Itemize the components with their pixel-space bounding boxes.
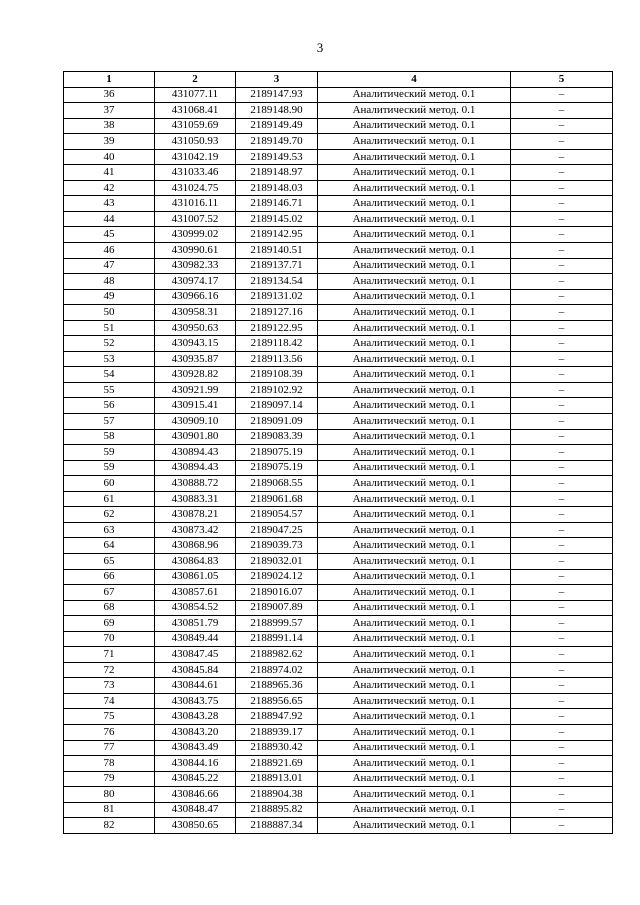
method-cell: Аналитический метод. 0.1: [318, 367, 511, 383]
table-row: [64, 289, 613, 305]
x-coordinate-cell: 430848.47: [155, 802, 236, 818]
y-coordinate-cell: 2189127.16: [236, 305, 318, 321]
point-number-cell: 47: [64, 258, 155, 274]
x-coordinate-cell: 430999.02: [155, 227, 236, 243]
note-cell: –: [511, 351, 613, 367]
header-cell-4: 4: [318, 72, 511, 88]
point-number-cell: 82: [64, 818, 155, 834]
table-row: [64, 429, 613, 445]
note-cell: –: [511, 616, 613, 632]
x-coordinate-cell: 430915.41: [155, 398, 236, 414]
method-cell: Аналитический метод. 0.1: [318, 243, 511, 259]
y-coordinate-cell: 2189024.12: [236, 569, 318, 585]
x-coordinate-cell: 431042.19: [155, 149, 236, 165]
point-number-cell: 39: [64, 134, 155, 150]
method-cell: Аналитический метод. 0.1: [318, 460, 511, 476]
note-cell: –: [511, 134, 613, 150]
method-cell: Аналитический метод. 0.1: [318, 507, 511, 523]
y-coordinate-cell: 2189032.01: [236, 553, 318, 569]
method-cell: Аналитический метод. 0.1: [318, 756, 511, 772]
note-cell: –: [511, 709, 613, 725]
note-cell: –: [511, 165, 613, 181]
point-number-cell: 65: [64, 553, 155, 569]
y-coordinate-cell: 2189075.19: [236, 460, 318, 476]
x-coordinate-cell: 430935.87: [155, 351, 236, 367]
y-coordinate-cell: 2188913.01: [236, 771, 318, 787]
method-cell: Аналитический метод. 0.1: [318, 382, 511, 398]
y-coordinate-cell: 2189091.09: [236, 414, 318, 430]
x-coordinate-cell: 430847.45: [155, 647, 236, 663]
note-cell: –: [511, 336, 613, 352]
table-row: [64, 382, 613, 398]
table-row: [64, 476, 613, 492]
method-cell: Аналитический метод. 0.1: [318, 600, 511, 616]
table-row: [64, 600, 613, 616]
y-coordinate-cell: 2188982.62: [236, 647, 318, 663]
x-coordinate-cell: 430928.82: [155, 367, 236, 383]
x-coordinate-cell: 430861.05: [155, 569, 236, 585]
x-coordinate-cell: 430845.84: [155, 662, 236, 678]
y-coordinate-cell: 2189068.55: [236, 476, 318, 492]
x-coordinate-cell: 430958.31: [155, 305, 236, 321]
x-coordinate-cell: 430894.43: [155, 445, 236, 461]
y-coordinate-cell: 2189061.68: [236, 491, 318, 507]
note-cell: –: [511, 553, 613, 569]
point-number-cell: 71: [64, 647, 155, 663]
x-coordinate-cell: 431007.52: [155, 211, 236, 227]
x-coordinate-cell: 430843.20: [155, 724, 236, 740]
point-number-cell: 67: [64, 585, 155, 601]
note-cell: –: [511, 460, 613, 476]
note-cell: –: [511, 289, 613, 305]
x-coordinate-cell: 431068.41: [155, 103, 236, 119]
y-coordinate-cell: 2189102.92: [236, 382, 318, 398]
y-coordinate-cell: 2188999.57: [236, 616, 318, 632]
point-number-cell: 45: [64, 227, 155, 243]
x-coordinate-cell: 430844.16: [155, 756, 236, 772]
note-cell: –: [511, 243, 613, 259]
method-cell: Аналитический метод. 0.1: [318, 258, 511, 274]
point-number-cell: 77: [64, 740, 155, 756]
point-number-cell: 62: [64, 507, 155, 523]
x-coordinate-cell: 430849.44: [155, 631, 236, 647]
note-cell: –: [511, 631, 613, 647]
method-cell: Аналитический метод. 0.1: [318, 724, 511, 740]
note-cell: –: [511, 305, 613, 321]
table-row: [64, 693, 613, 709]
note-cell: –: [511, 507, 613, 523]
point-number-cell: 63: [64, 522, 155, 538]
note-cell: –: [511, 600, 613, 616]
x-coordinate-cell: 430966.16: [155, 289, 236, 305]
note-cell: –: [511, 258, 613, 274]
note-cell: –: [511, 320, 613, 336]
y-coordinate-cell: 2189148.90: [236, 103, 318, 119]
method-cell: Аналитический метод. 0.1: [318, 771, 511, 787]
x-coordinate-cell: 430854.52: [155, 600, 236, 616]
table-row: [64, 616, 613, 632]
point-number-cell: 74: [64, 693, 155, 709]
note-cell: –: [511, 149, 613, 165]
method-cell: Аналитический метод. 0.1: [318, 351, 511, 367]
x-coordinate-cell: 430909.10: [155, 414, 236, 430]
x-coordinate-cell: 430894.43: [155, 460, 236, 476]
x-coordinate-cell: 430888.72: [155, 476, 236, 492]
point-number-cell: 57: [64, 414, 155, 430]
method-cell: Аналитический метод. 0.1: [318, 118, 511, 134]
table-row: [64, 398, 613, 414]
note-cell: –: [511, 818, 613, 834]
note-cell: –: [511, 647, 613, 663]
note-cell: –: [511, 693, 613, 709]
method-cell: Аналитический метод. 0.1: [318, 274, 511, 290]
point-number-cell: 49: [64, 289, 155, 305]
note-cell: –: [511, 787, 613, 803]
method-cell: Аналитический метод. 0.1: [318, 227, 511, 243]
note-cell: –: [511, 118, 613, 134]
note-cell: –: [511, 414, 613, 430]
y-coordinate-cell: 2189047.25: [236, 522, 318, 538]
point-number-cell: 69: [64, 616, 155, 632]
table-row: [64, 196, 613, 212]
point-number-cell: 80: [64, 787, 155, 803]
x-coordinate-cell: 430846.66: [155, 787, 236, 803]
method-cell: Аналитический метод. 0.1: [318, 569, 511, 585]
table-row: [64, 165, 613, 181]
method-cell: Аналитический метод. 0.1: [318, 87, 511, 103]
point-number-cell: 78: [64, 756, 155, 772]
note-cell: –: [511, 87, 613, 103]
y-coordinate-cell: 2189142.95: [236, 227, 318, 243]
point-number-cell: 59: [64, 445, 155, 461]
x-coordinate-cell: 430845.22: [155, 771, 236, 787]
note-cell: –: [511, 367, 613, 383]
point-number-cell: 42: [64, 180, 155, 196]
y-coordinate-cell: 2189097.14: [236, 398, 318, 414]
note-cell: –: [511, 802, 613, 818]
header-cell-3: 3: [236, 72, 318, 88]
note-cell: –: [511, 196, 613, 212]
table-row: [64, 258, 613, 274]
x-coordinate-cell: 430990.61: [155, 243, 236, 259]
point-number-cell: 54: [64, 367, 155, 383]
x-coordinate-cell: 430974.17: [155, 274, 236, 290]
note-cell: –: [511, 382, 613, 398]
method-cell: Аналитический метод. 0.1: [318, 631, 511, 647]
point-number-cell: 73: [64, 678, 155, 694]
point-number-cell: 48: [64, 274, 155, 290]
x-coordinate-cell: 430901.80: [155, 429, 236, 445]
point-number-cell: 79: [64, 771, 155, 787]
table-row: [64, 756, 613, 772]
y-coordinate-cell: 2189149.70: [236, 134, 318, 150]
table-body: [64, 87, 613, 833]
note-cell: –: [511, 429, 613, 445]
y-coordinate-cell: 2189137.71: [236, 258, 318, 274]
point-number-cell: 56: [64, 398, 155, 414]
y-coordinate-cell: 2188974.02: [236, 662, 318, 678]
point-number-cell: 72: [64, 662, 155, 678]
point-number-cell: 60: [64, 476, 155, 492]
table-row: [64, 211, 613, 227]
y-coordinate-cell: 2189140.51: [236, 243, 318, 259]
table-row: [64, 491, 613, 507]
y-coordinate-cell: 2189075.19: [236, 445, 318, 461]
method-cell: Аналитический метод. 0.1: [318, 740, 511, 756]
header-cell-1: 1: [64, 72, 155, 88]
note-cell: –: [511, 227, 613, 243]
note-cell: –: [511, 756, 613, 772]
table-row: [64, 320, 613, 336]
table-row: [64, 585, 613, 601]
method-cell: Аналитический метод. 0.1: [318, 445, 511, 461]
y-coordinate-cell: 2189039.73: [236, 538, 318, 554]
method-cell: Аналитический метод. 0.1: [318, 491, 511, 507]
x-coordinate-cell: 430843.28: [155, 709, 236, 725]
point-number-cell: 66: [64, 569, 155, 585]
point-number-cell: 43: [64, 196, 155, 212]
note-cell: –: [511, 662, 613, 678]
x-coordinate-cell: 430864.83: [155, 553, 236, 569]
point-number-cell: 61: [64, 491, 155, 507]
method-cell: Аналитический метод. 0.1: [318, 538, 511, 554]
table-row: [64, 740, 613, 756]
table-row: [64, 569, 613, 585]
x-coordinate-cell: 430921.99: [155, 382, 236, 398]
y-coordinate-cell: 2189148.03: [236, 180, 318, 196]
x-coordinate-cell: 431077.11: [155, 87, 236, 103]
method-cell: Аналитический метод. 0.1: [318, 180, 511, 196]
method-cell: Аналитический метод. 0.1: [318, 429, 511, 445]
y-coordinate-cell: 2189118.42: [236, 336, 318, 352]
point-number-cell: 70: [64, 631, 155, 647]
method-cell: Аналитический метод. 0.1: [318, 305, 511, 321]
y-coordinate-cell: 2188904.38: [236, 787, 318, 803]
table-row: [64, 134, 613, 150]
x-coordinate-cell: 431050.93: [155, 134, 236, 150]
table-row: [64, 414, 613, 430]
x-coordinate-cell: 431016.11: [155, 196, 236, 212]
y-coordinate-cell: 2189145.02: [236, 211, 318, 227]
x-coordinate-cell: 430868.96: [155, 538, 236, 554]
y-coordinate-cell: 2189113.56: [236, 351, 318, 367]
x-coordinate-cell: 431024.75: [155, 180, 236, 196]
header-cell-5: 5: [511, 72, 613, 88]
y-coordinate-cell: 2188947.92: [236, 709, 318, 725]
point-number-cell: 50: [64, 305, 155, 321]
x-coordinate-cell: 430843.75: [155, 693, 236, 709]
x-coordinate-cell: 430857.61: [155, 585, 236, 601]
y-coordinate-cell: 2189131.02: [236, 289, 318, 305]
method-cell: Аналитический метод. 0.1: [318, 196, 511, 212]
y-coordinate-cell: 2189083.39: [236, 429, 318, 445]
x-coordinate-cell: 430873.42: [155, 522, 236, 538]
note-cell: –: [511, 211, 613, 227]
x-coordinate-cell: 430851.79: [155, 616, 236, 632]
table-row: [64, 507, 613, 523]
coordinates-table: [63, 71, 613, 834]
method-cell: Аналитический метод. 0.1: [318, 678, 511, 694]
method-cell: Аналитический метод. 0.1: [318, 522, 511, 538]
method-cell: Аналитический метод. 0.1: [318, 165, 511, 181]
method-cell: Аналитический метод. 0.1: [318, 320, 511, 336]
method-cell: Аналитический метод. 0.1: [318, 476, 511, 492]
table-row: [64, 445, 613, 461]
y-coordinate-cell: 2188965.36: [236, 678, 318, 694]
point-number-cell: 53: [64, 351, 155, 367]
point-number-cell: 75: [64, 709, 155, 725]
note-cell: –: [511, 274, 613, 290]
method-cell: Аналитический метод. 0.1: [318, 802, 511, 818]
point-number-cell: 55: [64, 382, 155, 398]
method-cell: Аналитический метод. 0.1: [318, 398, 511, 414]
point-number-cell: 51: [64, 320, 155, 336]
table-row: [64, 662, 613, 678]
y-coordinate-cell: 2188895.82: [236, 802, 318, 818]
table-row: [64, 367, 613, 383]
point-number-cell: 46: [64, 243, 155, 259]
header-cell-2: 2: [155, 72, 236, 88]
note-cell: –: [511, 771, 613, 787]
point-number-cell: 81: [64, 802, 155, 818]
table-row: [64, 180, 613, 196]
x-coordinate-cell: 430883.31: [155, 491, 236, 507]
table-row: [64, 460, 613, 476]
method-cell: Аналитический метод. 0.1: [318, 289, 511, 305]
y-coordinate-cell: 2188921.69: [236, 756, 318, 772]
x-coordinate-cell: 431059.69: [155, 118, 236, 134]
note-cell: –: [511, 180, 613, 196]
y-coordinate-cell: 2188930.42: [236, 740, 318, 756]
method-cell: Аналитический метод. 0.1: [318, 336, 511, 352]
note-cell: –: [511, 445, 613, 461]
point-number-cell: 64: [64, 538, 155, 554]
table-row: [64, 87, 613, 103]
point-number-cell: 37: [64, 103, 155, 119]
y-coordinate-cell: 2189149.53: [236, 149, 318, 165]
note-cell: –: [511, 569, 613, 585]
y-coordinate-cell: 2188939.17: [236, 724, 318, 740]
y-coordinate-cell: 2189149.49: [236, 118, 318, 134]
note-cell: –: [511, 678, 613, 694]
y-coordinate-cell: 2189134.54: [236, 274, 318, 290]
table-row: [64, 647, 613, 663]
method-cell: Аналитический метод. 0.1: [318, 103, 511, 119]
y-coordinate-cell: 2188956.65: [236, 693, 318, 709]
y-coordinate-cell: 2189122.95: [236, 320, 318, 336]
x-coordinate-cell: 430943.15: [155, 336, 236, 352]
x-coordinate-cell: 430843.49: [155, 740, 236, 756]
table-row: [64, 227, 613, 243]
table-row: [64, 802, 613, 818]
note-cell: –: [511, 538, 613, 554]
point-number-cell: 76: [64, 724, 155, 740]
method-cell: Аналитический метод. 0.1: [318, 211, 511, 227]
table-row: [64, 351, 613, 367]
table-row: [64, 818, 613, 834]
method-cell: Аналитический метод. 0.1: [318, 647, 511, 663]
y-coordinate-cell: 2189147.93: [236, 87, 318, 103]
table-row: [64, 336, 613, 352]
note-cell: –: [511, 522, 613, 538]
note-cell: –: [511, 724, 613, 740]
y-coordinate-cell: 2189108.39: [236, 367, 318, 383]
point-number-cell: 59: [64, 460, 155, 476]
table-row: [64, 678, 613, 694]
method-cell: Аналитический метод. 0.1: [318, 553, 511, 569]
note-cell: –: [511, 585, 613, 601]
table-row: [64, 522, 613, 538]
point-number-cell: 68: [64, 600, 155, 616]
y-coordinate-cell: 2189054.57: [236, 507, 318, 523]
page-number: 3: [316, 40, 324, 55]
y-coordinate-cell: 2188991.14: [236, 631, 318, 647]
table-row: [64, 243, 613, 259]
note-cell: –: [511, 491, 613, 507]
point-number-cell: 38: [64, 118, 155, 134]
x-coordinate-cell: 431033.46: [155, 165, 236, 181]
table-row: [64, 274, 613, 290]
table-row: [64, 103, 613, 119]
table-row: [64, 709, 613, 725]
y-coordinate-cell: 2189146.71: [236, 196, 318, 212]
table-row: [64, 771, 613, 787]
table-row: [64, 631, 613, 647]
note-cell: –: [511, 103, 613, 119]
method-cell: Аналитический метод. 0.1: [318, 414, 511, 430]
table-row: [64, 553, 613, 569]
method-cell: Аналитический метод. 0.1: [318, 787, 511, 803]
table-row: [64, 538, 613, 554]
table-row: [64, 305, 613, 321]
note-cell: –: [511, 398, 613, 414]
table-row: [64, 149, 613, 165]
point-number-cell: 58: [64, 429, 155, 445]
note-cell: –: [511, 740, 613, 756]
x-coordinate-cell: 430982.33: [155, 258, 236, 274]
point-number-cell: 52: [64, 336, 155, 352]
method-cell: Аналитический метод. 0.1: [318, 585, 511, 601]
x-coordinate-cell: 430878.21: [155, 507, 236, 523]
point-number-cell: 44: [64, 211, 155, 227]
table-row: [64, 118, 613, 134]
note-cell: –: [511, 476, 613, 492]
y-coordinate-cell: 2189016.07: [236, 585, 318, 601]
point-number-cell: 40: [64, 149, 155, 165]
y-coordinate-cell: 2189007.89: [236, 600, 318, 616]
method-cell: Аналитический метод. 0.1: [318, 662, 511, 678]
method-cell: Аналитический метод. 0.1: [318, 149, 511, 165]
point-number-cell: 41: [64, 165, 155, 181]
x-coordinate-cell: 430950.63: [155, 320, 236, 336]
method-cell: Аналитический метод. 0.1: [318, 134, 511, 150]
x-coordinate-cell: 430844.61: [155, 678, 236, 694]
method-cell: Аналитический метод. 0.1: [318, 818, 511, 834]
x-coordinate-cell: 430850.65: [155, 818, 236, 834]
table-row: [64, 787, 613, 803]
y-coordinate-cell: 2188887.34: [236, 818, 318, 834]
table-header-row: [64, 72, 613, 88]
y-coordinate-cell: 2189148.97: [236, 165, 318, 181]
method-cell: Аналитический метод. 0.1: [318, 616, 511, 632]
point-number-cell: 36: [64, 87, 155, 103]
table-row: [64, 724, 613, 740]
method-cell: Аналитический метод. 0.1: [318, 693, 511, 709]
method-cell: Аналитический метод. 0.1: [318, 709, 511, 725]
